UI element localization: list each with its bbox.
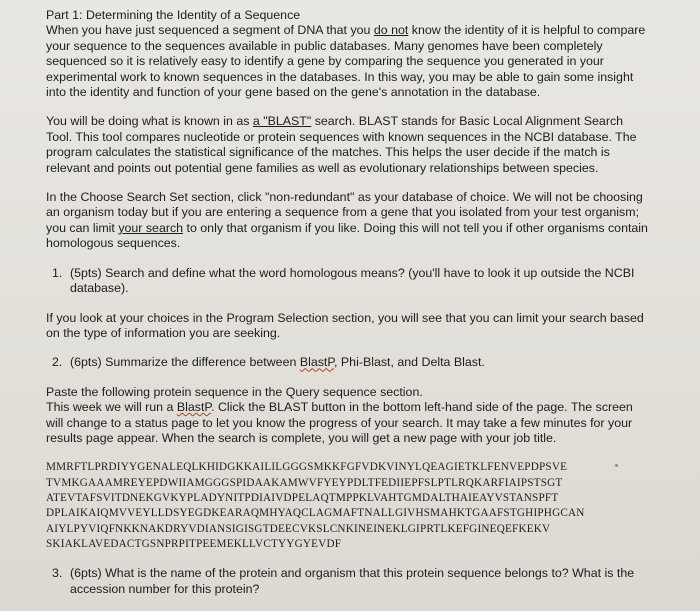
document-content: [46, 8, 652, 597]
sequence-line: ATEVTAFSVITDNEKGVKYPLADYNITPDIAIVDPELAQTMPPKLVAHTGMDALTHAIEAYVSTANSPFT: [46, 491, 559, 504]
underlined-text: your search: [118, 220, 184, 235]
question-1: [46, 266, 652, 297]
question-number: 2.: [52, 355, 63, 370]
sequence-line: AIYLPYVIQFNKKNAKDRYVDIANSIGISGTDEECVKSLCNKINEINEKLGIPRTLKEFGINEQEFKEKV: [46, 522, 551, 535]
sequence-line: MMRFTLPRDIYYGENALEQLKHIDGKKAILILGGGSMKKFGFVDKVINYLQEAGIETKLFENVEPDPSVE: [46, 461, 568, 474]
sequence-line: SKIAKLAVEDACTGSNPRPITPEEMEKLLVCTYYGYEVDF: [46, 537, 342, 550]
text-run: Paste the following protein sequence in the Query sequence section.: [46, 384, 423, 399]
text-run: , Phi-Blast, and Delta Blast.: [334, 355, 485, 370]
question-3: [46, 566, 652, 597]
underlined-text: a "BLAST": [252, 114, 312, 129]
protein-sequence: [46, 460, 652, 552]
paragraph-program-selection: If you look at your choices in the Program Selection section, you will see that you can limit your search based on the type of information you are seeking.: [46, 310, 644, 340]
text-run: to only that organism if you like. Doing this will not tell you if other organisms contain homologous sequences.: [46, 220, 648, 251]
question-text: (5pts) Search and define what the word homologous means? (you'll have to look it up outside the NCBI database).: [70, 265, 635, 296]
question-text: (6pts) What is the name of the protein and organism that this protein sequence belongs to? What is the accession number for this protein?: [70, 566, 635, 596]
question-number: 1.: [52, 265, 63, 280]
text-run: You will be doing what is known in as: [46, 114, 253, 129]
bullet-mark: [615, 464, 618, 467]
text-run: search. BLAST stands for Basic Local Alignment Search Tool. This tool compares nucleotide or protein sequences with known sequences in the NCBI database. The program calculates the statistical significance of the matches. This helps the user decide if the match is relevant and points out potential gene families as well as evolutionary relationships between species.: [46, 114, 637, 175]
text-run: . Click the BLAST button in the bottom left-hand side of the page. The screen will change to a status page to let you know the progress of your search. It may take a few minutes for your results page appear. When the search is complete, you will get a new page with your job title.: [46, 400, 633, 445]
question-2: [46, 355, 652, 370]
section-title: Part 1: Determining the Identity of a Sequence: [46, 8, 301, 22]
text-run: When you have just sequenced a segment of DNA that you: [46, 23, 374, 38]
sequence-line: TVMKGAAAMREYEPDWIIAMGGGSPIDAAKAMWVFYEYPDLTFEDIIEPFSLPTLRQKARFIAIPSTSGT: [46, 476, 563, 489]
text-run: In the Choose Search Set section, click "non-redundant" as your database of choice. We will not be choosing an organism today but if you are entering a sequence from a gene that you isolated from your test organism; you can limit: [46, 190, 643, 235]
text-run: (6pts) Summarize the difference between: [70, 355, 300, 370]
paragraph-search-set: [46, 190, 652, 252]
sequence-line: DPLAIKAIQMVVEYLLDSYEGDKEARAQMHYAQCLAGMAFTNALLGIVHSMAHKTGAAFSTGHIPHGCAN: [46, 507, 585, 520]
paragraph-blast: [46, 114, 652, 176]
paragraph-intro: [46, 23, 652, 100]
underlined-text: do not: [373, 23, 409, 38]
spellcheck-word: BlastP: [299, 355, 335, 370]
text-run: This week we will run a: [46, 400, 177, 415]
paragraph-paste-sequence: [46, 385, 652, 447]
text-run: know the identity of it is helpful to compare your sequence to the sequences available in public databases. Many genomes have been completely sequenced so it is relatively easy to identify a gene by comparing the sequence you generated in your experimental work to known sequences in the databases. In this way, you may be able to gain some insight into the identity and function of your gene based on the gene's annotation in the database.: [46, 23, 646, 100]
question-number: 3.: [52, 566, 63, 581]
spellcheck-word: BlastP: [176, 400, 212, 415]
